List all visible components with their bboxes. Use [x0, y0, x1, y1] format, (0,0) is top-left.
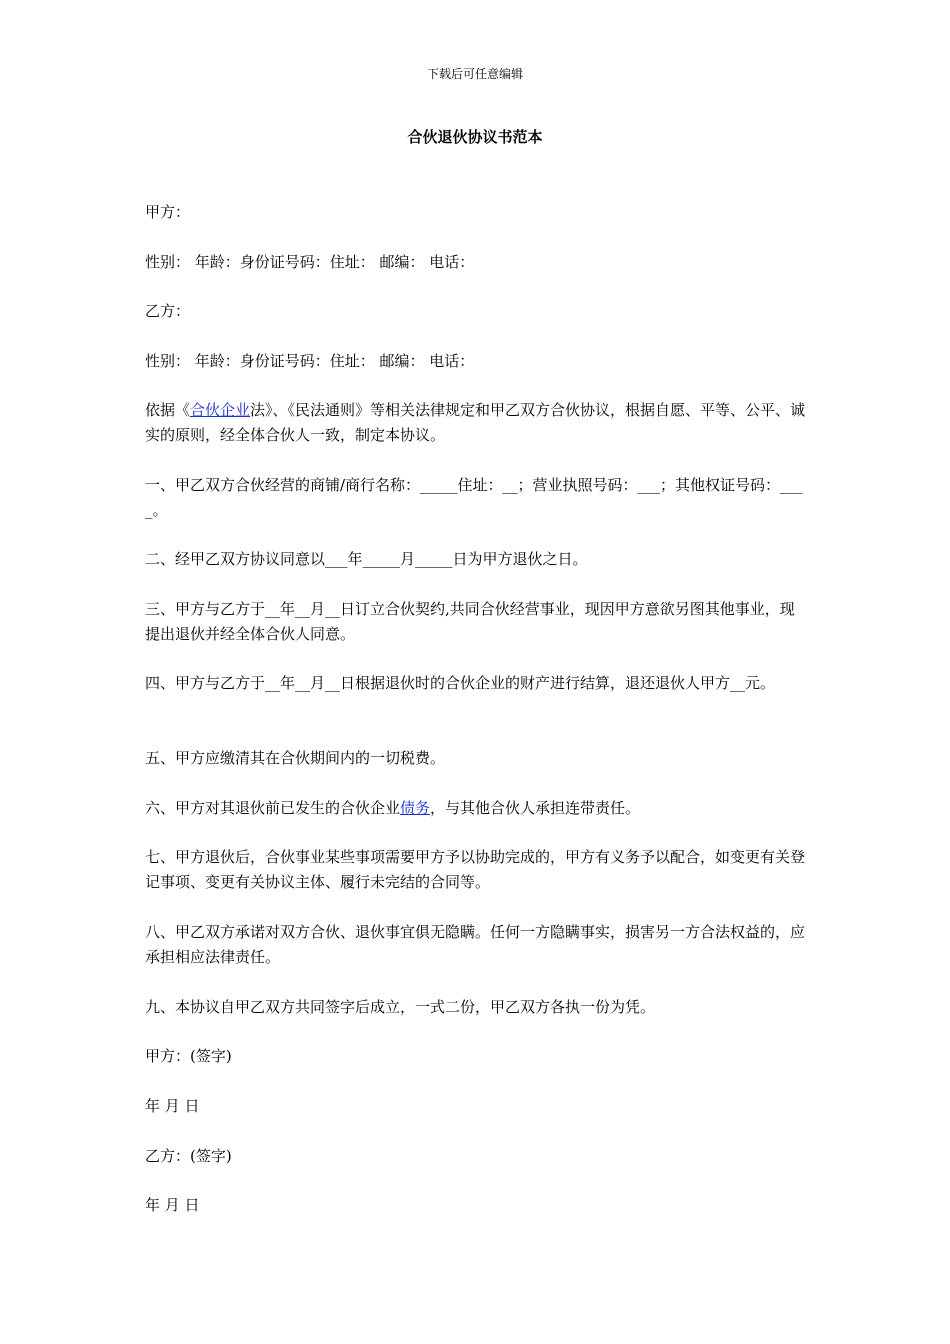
intro-paragraph: [145, 398, 807, 448]
intro-text-end: 法》、《民法通则》等相关法律规定和甲乙双方合伙协议，根据自愿、平等、公平、诚实的原则，经全体合伙人一致，制定本协议。: [145, 401, 806, 444]
clause-9: 九、本协议自甲乙双方共同签字后成立，一式二份，甲乙双方各执一份为凭。: [145, 998, 656, 1016]
intro-text-start: 依据《: [145, 401, 191, 419]
clause-2: 二、经甲乙双方协议同意以___年_____月_____日为甲方退伙之日。: [145, 550, 588, 568]
party-b-signature: 乙方：(签字): [145, 1147, 232, 1165]
clause-5: 五、甲方应缴清其在合伙期间内的一切税费。: [145, 749, 446, 767]
party-b-label: 乙方：: [145, 302, 191, 320]
party-b-info: 性别： 年龄：身份证号码：住址： 邮编： 电话：: [145, 352, 475, 370]
party-a-signature: 甲方：(签字): [145, 1047, 232, 1065]
partnership-enterprise-link[interactable]: 合伙企业: [190, 401, 251, 419]
header-note: 下载后可任意编辑: [426, 67, 523, 81]
clause-6-text-start: 六、甲方对其退伙前已发生的合伙企业: [145, 799, 401, 817]
clause-1: 一、甲乙双方合伙经营的商铺/商行名称：_____住址：__；营业执照号码：___；其他权证号码：____。: [145, 476, 803, 519]
clause-7: 七、甲方退伙后，合伙事业某些事项需要甲方予以协助完成的，甲方有义务予以配合，如变更有关登记事项、变更有关协议主体、履行未完结的合同等。: [145, 848, 806, 891]
clause-6-text-end: ，与其他合伙人承担连带责任。: [430, 799, 641, 817]
clause-8: 八、甲乙双方承诺对双方合伙、退伙事宜俱无隐瞒。任何一方隐瞒事实，损害另一方合法权益的，应承担相应法律责任。: [145, 923, 806, 966]
clause-6: [145, 796, 807, 821]
party-a-label: 甲方：: [145, 203, 191, 221]
clause-3: 三、甲方与乙方于__年__月__日订立合伙契约,共同合伙经营事业，现因甲方意欲另图其他事业，现提出退伙并经全体合伙人同意。: [145, 600, 795, 643]
clause-4: 四、甲方与乙方于__年__月__日根据退伙时的合伙企业的财产进行结算，退还退伙人甲方__元。: [145, 674, 776, 692]
party-b-date: 年 月 日: [145, 1196, 200, 1214]
party-a-date: 年 月 日: [145, 1097, 200, 1115]
document-title: 合伙退伙协议书范本: [407, 128, 543, 146]
party-a-info: 性别： 年龄：身份证号码：住址： 邮编： 电话：: [145, 253, 475, 271]
debt-link[interactable]: 债务: [400, 799, 431, 817]
